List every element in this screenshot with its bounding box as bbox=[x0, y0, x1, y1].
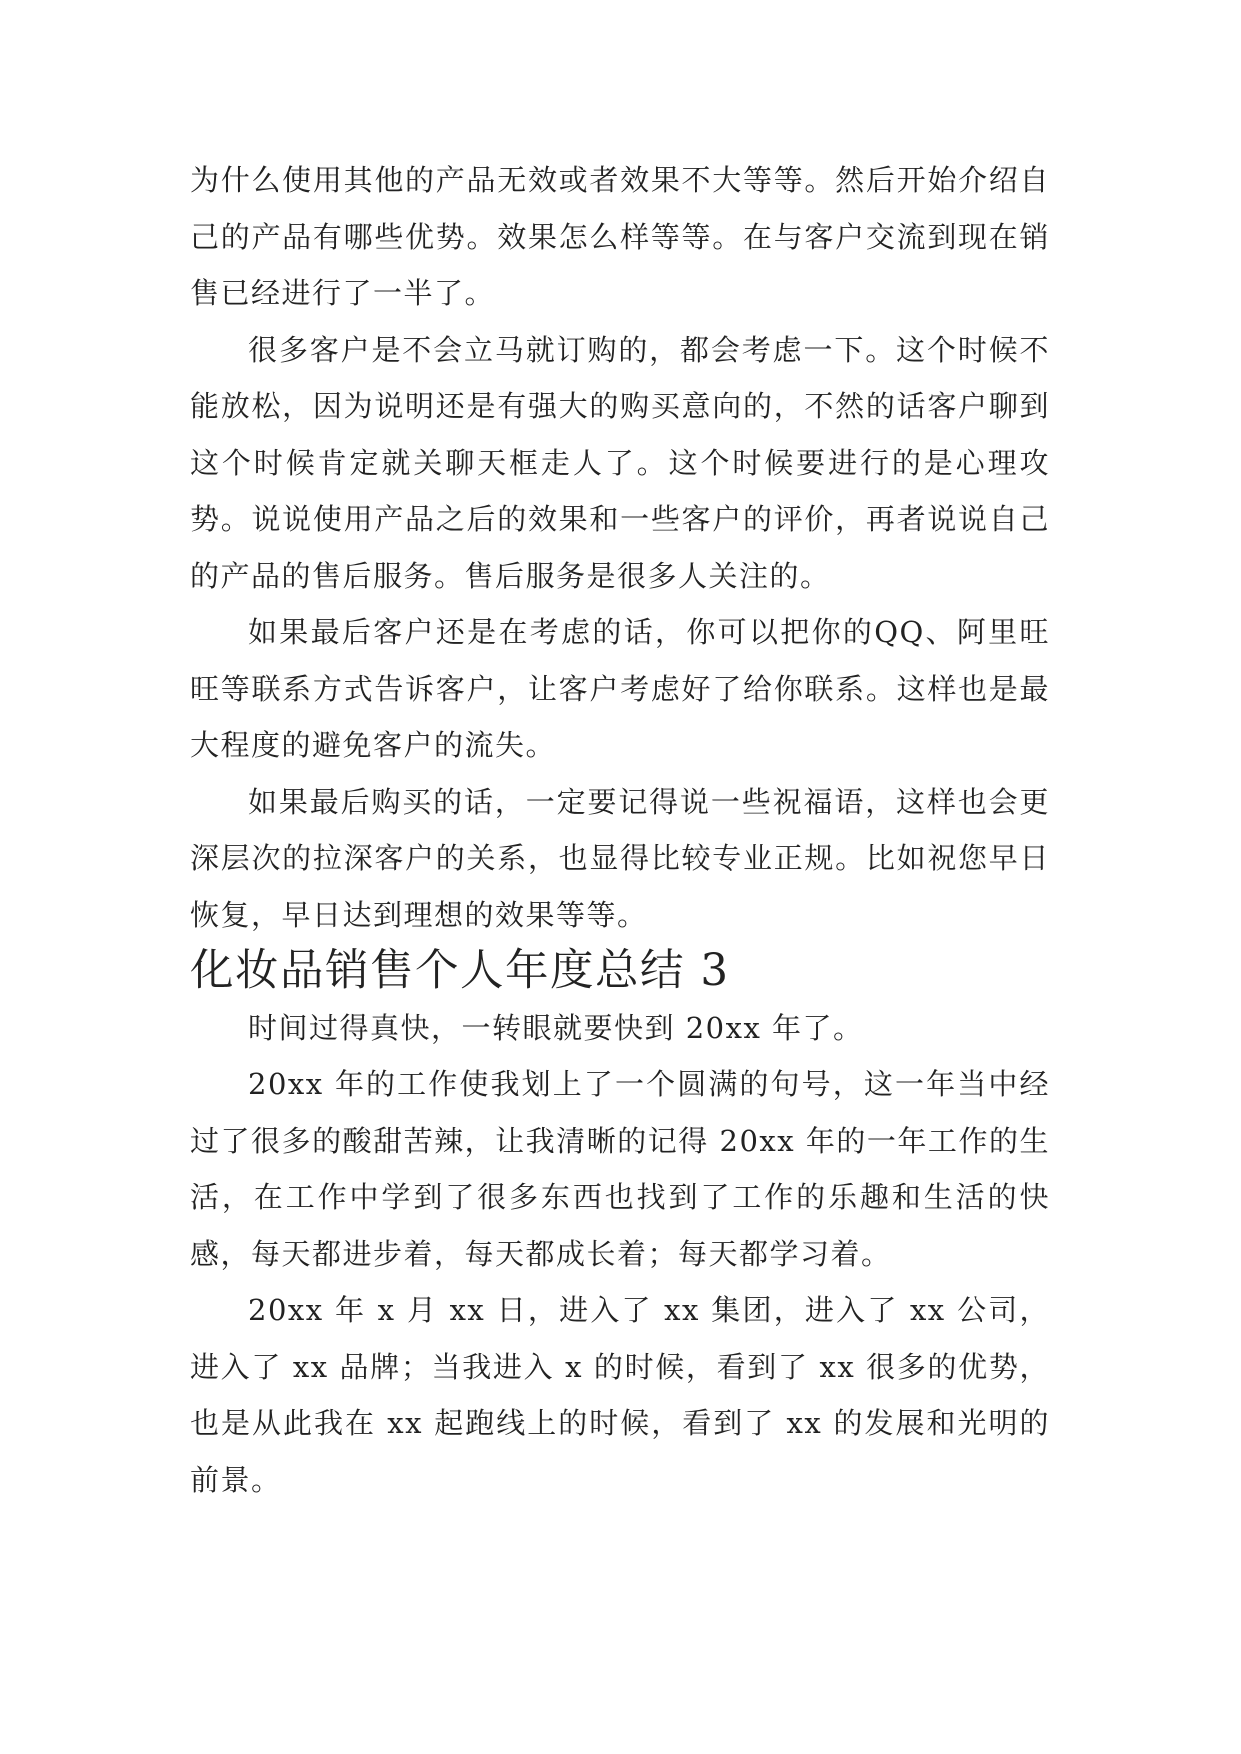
document-body bbox=[190, 152, 1050, 1508]
paragraph: 20xx 年 x 月 xx 日，进入了 xx 集团，进入了 xx 公司，进入了 xx 品牌；当我进入 x 的时候，看到了 xx 很多的优势，也是从此我在 xx 起跑线上的时候，看到了 xx 的发展和光明的前景。 bbox=[190, 1293, 1050, 1497]
paragraph: 20xx 年的工作使我划上了一个圆满的句号，这一年当中经过了很多的酸甜苦辣，让我清晰的记得 20xx 年的一年工作的生活，在工作中学到了很多东西也找到了工作的乐趣和生活的快感，每天都进步着，每天都成长着；每天都学习着。 bbox=[190, 1067, 1050, 1271]
section-title: 化妆品销售个人年度总结 3 bbox=[190, 946, 730, 996]
paragraph: 如果最后购买的话，一定要记得说一些祝福语，这样也会更深层次的拉深客户的关系，也显得比较专业正规。比如祝您早日恢复，早日达到理想的效果等等。 bbox=[190, 784, 1050, 932]
paragraph: 时间过得真快，一转眼就要快到 20xx 年了。 bbox=[248, 1010, 864, 1045]
paragraph: 如果最后客户还是在考虑的话，你可以把你的QQ、阿里旺旺等联系方式告诉客户，让客户考虑好了给你联系。这样也是最大程度的避免客户的流失。 bbox=[190, 615, 1050, 762]
paragraph-continued: 为什么使用其他的产品无效或者效果不大等等。然后开始介绍自己的产品有哪些优势。效果怎么样等等。在与客户交流到现在销售已经进行了一半了。 bbox=[190, 163, 1050, 310]
paragraph: 很多客户是不会立马就订购的，都会考虑一下。这个时候不能放松，因为说明还是有强大的购买意向的，不然的话客户聊到这个时候肯定就关聊天框走人了。这个时候要进行的是心理攻势。说说使用产品之后的效果和一些客户的评价，再者说说自己的产品的售后服务。售后服务是很多人关注的。 bbox=[190, 332, 1050, 593]
